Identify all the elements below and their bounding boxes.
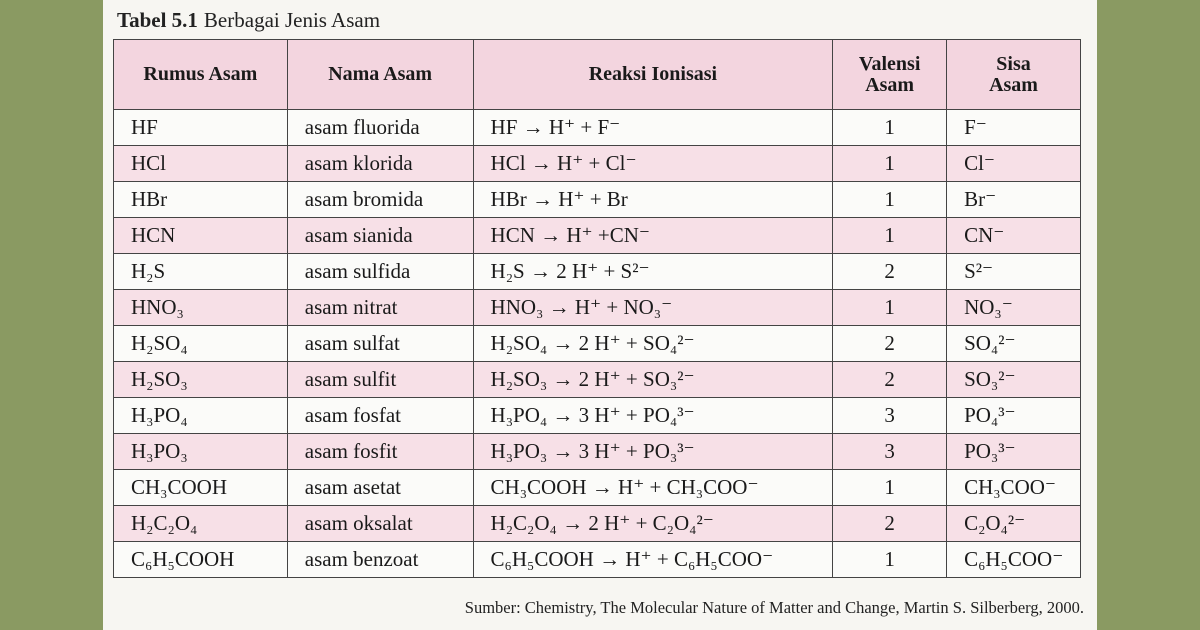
- document-page: [103, 0, 1097, 630]
- cell-valence: 1: [833, 182, 947, 218]
- cell-residue: Cl⁻: [947, 146, 1081, 182]
- cell-valence: 2: [833, 254, 947, 290]
- table-row: [114, 218, 1081, 254]
- source-note: Sumber: Chemistry, The Molecular Nature of Matter and Change, Martin S. Silberberg, 2000.: [464, 598, 1084, 617]
- table-row: [114, 398, 1081, 434]
- cell-residue: S²⁻: [947, 254, 1081, 290]
- table-row: [114, 146, 1081, 182]
- cell-residue: C₆H₅COO⁻: [947, 542, 1081, 578]
- cell-valence: 1: [833, 542, 947, 578]
- cell-formula: HF: [114, 110, 288, 146]
- cell-formula: HCl: [114, 146, 288, 182]
- cell-valence: 1: [833, 146, 947, 182]
- cell-name: asam fosfat: [287, 398, 473, 434]
- cell-valence: 1: [833, 290, 947, 326]
- cell-valence: 2: [833, 326, 947, 362]
- table-caption: [117, 8, 380, 33]
- table-row: [114, 434, 1081, 470]
- table-row: [114, 290, 1081, 326]
- header-valence-label: Valensi Asam: [858, 52, 921, 96]
- cell-reaction: CH₃COOH → H⁺ + CH₃COO⁻: [473, 470, 833, 506]
- cell-reaction: H₃PO₄ → 3 H⁺ + PO₄³⁻: [473, 398, 833, 434]
- cell-reaction: H₂S → 2 H⁺ + S²⁻: [473, 254, 833, 290]
- header-formula: Rumus Asam: [114, 40, 288, 110]
- cell-formula: H₂S: [114, 254, 288, 290]
- header-name: Nama Asam: [287, 40, 473, 110]
- table-row: [114, 110, 1081, 146]
- header-residue-label: Sisa Asam: [989, 52, 1038, 96]
- cell-formula: H₂SO₃: [114, 362, 288, 398]
- cell-name: asam sulfida: [287, 254, 473, 290]
- cell-name: asam oksalat: [287, 506, 473, 542]
- cell-name: asam bromida: [287, 182, 473, 218]
- cell-residue: SO₃²⁻: [947, 362, 1081, 398]
- cell-name: asam benzoat: [287, 542, 473, 578]
- table-row: [114, 542, 1081, 578]
- cell-formula: H₃PO₄: [114, 398, 288, 434]
- table-row: [114, 326, 1081, 362]
- cell-name: asam fosfit: [287, 434, 473, 470]
- cell-formula: HNO₃: [114, 290, 288, 326]
- cell-reaction: H₂SO₃ → 2 H⁺ + SO₃²⁻: [473, 362, 833, 398]
- acid-table: [113, 39, 1081, 578]
- table-row: [114, 254, 1081, 290]
- cell-formula: H₂C₂O₄: [114, 506, 288, 542]
- cell-name: asam klorida: [287, 146, 473, 182]
- cell-residue: SO₄²⁻: [947, 326, 1081, 362]
- cell-residue: F⁻: [947, 110, 1081, 146]
- cell-formula: H₂SO₄: [114, 326, 288, 362]
- cell-reaction: HBr → H⁺ + Br: [473, 182, 833, 218]
- cell-formula: C₆H₅COOH: [114, 542, 288, 578]
- cell-valence: 2: [833, 506, 947, 542]
- table-row: [114, 506, 1081, 542]
- cell-valence: 3: [833, 434, 947, 470]
- cell-name: asam sulfit: [287, 362, 473, 398]
- header-residue: [947, 40, 1081, 110]
- table-row: [114, 182, 1081, 218]
- cell-valence: 1: [833, 218, 947, 254]
- cell-name: asam fluorida: [287, 110, 473, 146]
- header-reaction: Reaksi Ionisasi: [473, 40, 833, 110]
- table-number: Tabel 5.1: [117, 8, 198, 32]
- cell-residue: PO₄³⁻: [947, 398, 1081, 434]
- cell-residue: CH₃COO⁻: [947, 470, 1081, 506]
- cell-reaction: H₂C₂O₄ → 2 H⁺ + C₂O₄²⁻: [473, 506, 833, 542]
- cell-reaction: HF → H⁺ + F⁻: [473, 110, 833, 146]
- cell-name: asam nitrat: [287, 290, 473, 326]
- cell-reaction: HNO₃ → H⁺ + NO₃⁻: [473, 290, 833, 326]
- cell-formula: HBr: [114, 182, 288, 218]
- table-header-row: [114, 40, 1081, 110]
- cell-valence: 3: [833, 398, 947, 434]
- cell-valence: 1: [833, 470, 947, 506]
- table-title: Berbagai Jenis Asam: [203, 8, 381, 32]
- cell-residue: PO₃³⁻: [947, 434, 1081, 470]
- cell-reaction: HCN → H⁺ +CN⁻: [473, 218, 833, 254]
- cell-formula: CH₃COOH: [114, 470, 288, 506]
- cell-residue: Br⁻: [947, 182, 1081, 218]
- cell-name: asam sianida: [287, 218, 473, 254]
- cell-reaction: H₂SO₄ → 2 H⁺ + SO₄²⁻: [473, 326, 833, 362]
- cell-formula: H₃PO₃: [114, 434, 288, 470]
- cell-valence: 2: [833, 362, 947, 398]
- cell-name: asam asetat: [287, 470, 473, 506]
- table-row: [114, 470, 1081, 506]
- header-valence: [833, 40, 947, 110]
- cell-residue: NO₃⁻: [947, 290, 1081, 326]
- table-row: [114, 362, 1081, 398]
- cell-residue: C₂O₄²⁻: [947, 506, 1081, 542]
- cell-formula: HCN: [114, 218, 288, 254]
- cell-name: asam sulfat: [287, 326, 473, 362]
- cell-valence: 1: [833, 110, 947, 146]
- cell-residue: CN⁻: [947, 218, 1081, 254]
- cell-reaction: C₆H₅COOH → H⁺ + C₆H₅COO⁻: [473, 542, 833, 578]
- cell-reaction: HCl → H⁺ + Cl⁻: [473, 146, 833, 182]
- cell-reaction: H₃PO₃ → 3 H⁺ + PO₃³⁻: [473, 434, 833, 470]
